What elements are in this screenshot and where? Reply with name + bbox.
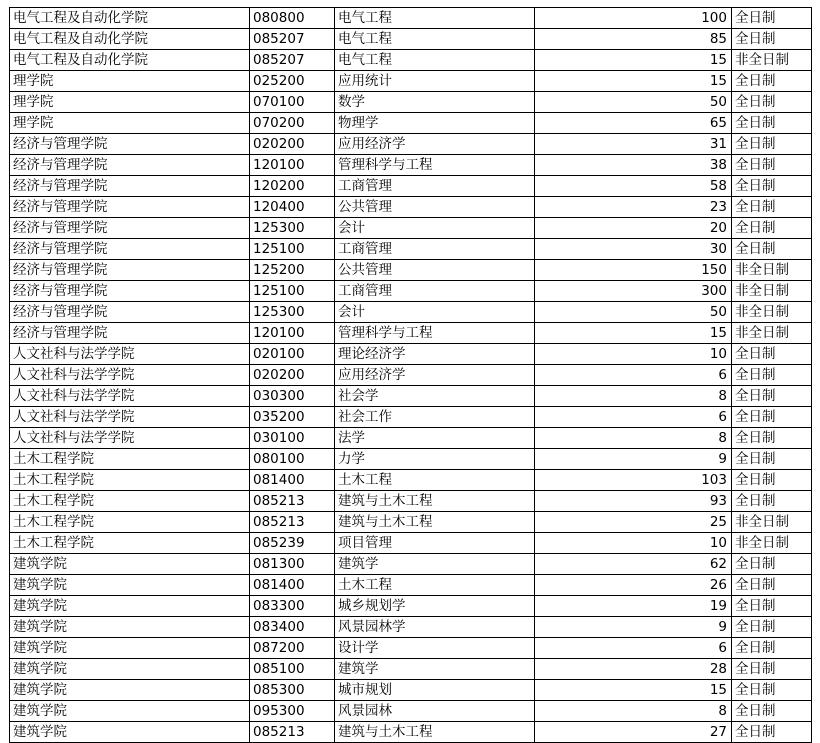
cell-count[interactable]: 20 <box>535 218 732 239</box>
cell-college[interactable]: 经济与管理学院 <box>10 239 250 260</box>
cell-count[interactable]: 100 <box>535 8 732 29</box>
table-row[interactable] <box>10 302 812 323</box>
cell-count[interactable]: 62 <box>535 554 732 575</box>
cell-count[interactable]: 58 <box>535 176 732 197</box>
cell-code[interactable]: 070200 <box>250 113 335 134</box>
cell-major[interactable]: 应用经济学 <box>335 365 535 386</box>
cell-count[interactable]: 15 <box>535 680 732 701</box>
cell-mode[interactable]: 全日制 <box>732 659 812 680</box>
table-row[interactable] <box>10 197 812 218</box>
cell-mode[interactable]: 全日制 <box>732 386 812 407</box>
cell-college[interactable]: 经济与管理学院 <box>10 218 250 239</box>
cell-college[interactable]: 建筑学院 <box>10 680 250 701</box>
cell-code[interactable]: 081400 <box>250 575 335 596</box>
cell-code[interactable]: 085213 <box>250 491 335 512</box>
table-row[interactable] <box>10 134 812 155</box>
cell-code[interactable]: 020200 <box>250 134 335 155</box>
table-row[interactable] <box>10 449 812 470</box>
cell-count[interactable]: 27 <box>535 722 732 743</box>
cell-code[interactable]: 080100 <box>250 449 335 470</box>
cell-code[interactable]: 081300 <box>250 554 335 575</box>
cell-mode[interactable]: 全日制 <box>732 701 812 722</box>
cell-college[interactable]: 经济与管理学院 <box>10 323 250 344</box>
cell-major[interactable]: 公共管理 <box>335 197 535 218</box>
cell-mode[interactable]: 全日制 <box>732 407 812 428</box>
table-row[interactable] <box>10 701 812 722</box>
table-row[interactable] <box>10 680 812 701</box>
cell-count[interactable]: 6 <box>535 638 732 659</box>
cell-code[interactable]: 083400 <box>250 617 335 638</box>
cell-count[interactable]: 85 <box>535 29 732 50</box>
cell-major[interactable]: 建筑学 <box>335 554 535 575</box>
cell-college[interactable]: 经济与管理学院 <box>10 176 250 197</box>
cell-count[interactable]: 9 <box>535 617 732 638</box>
cell-code[interactable]: 085207 <box>250 29 335 50</box>
cell-major[interactable]: 工商管理 <box>335 281 535 302</box>
cell-college[interactable]: 人文社科与法学学院 <box>10 344 250 365</box>
cell-mode[interactable]: 全日制 <box>732 596 812 617</box>
cell-college[interactable]: 理学院 <box>10 71 250 92</box>
table-row[interactable] <box>10 659 812 680</box>
cell-major[interactable]: 土木工程 <box>335 470 535 491</box>
cell-mode[interactable]: 非全日制 <box>732 512 812 533</box>
cell-mode[interactable]: 全日制 <box>732 449 812 470</box>
cell-count[interactable]: 300 <box>535 281 732 302</box>
cell-count[interactable]: 9 <box>535 449 732 470</box>
cell-code[interactable]: 085300 <box>250 680 335 701</box>
cell-code[interactable]: 030100 <box>250 428 335 449</box>
cell-major[interactable]: 管理科学与工程 <box>335 155 535 176</box>
cell-college[interactable]: 人文社科与法学学院 <box>10 428 250 449</box>
cell-major[interactable]: 设计学 <box>335 638 535 659</box>
table-row[interactable] <box>10 218 812 239</box>
table-row[interactable] <box>10 638 812 659</box>
cell-code[interactable]: 120100 <box>250 323 335 344</box>
cell-count[interactable]: 25 <box>535 512 732 533</box>
cell-mode[interactable]: 全日制 <box>732 722 812 743</box>
cell-code[interactable]: 020100 <box>250 344 335 365</box>
cell-college[interactable]: 建筑学院 <box>10 722 250 743</box>
cell-count[interactable]: 19 <box>535 596 732 617</box>
cell-major[interactable]: 会计 <box>335 218 535 239</box>
cell-count[interactable]: 10 <box>535 344 732 365</box>
cell-code[interactable]: 120100 <box>250 155 335 176</box>
cell-college[interactable]: 建筑学院 <box>10 554 250 575</box>
cell-college[interactable]: 电气工程及自动化学院 <box>10 29 250 50</box>
table-row[interactable] <box>10 8 812 29</box>
table-row[interactable] <box>10 491 812 512</box>
cell-major[interactable]: 土木工程 <box>335 575 535 596</box>
cell-count[interactable]: 31 <box>535 134 732 155</box>
cell-major[interactable]: 法学 <box>335 428 535 449</box>
table-row[interactable] <box>10 50 812 71</box>
cell-count[interactable]: 6 <box>535 365 732 386</box>
cell-mode[interactable]: 全日制 <box>732 239 812 260</box>
cell-college[interactable]: 经济与管理学院 <box>10 260 250 281</box>
table-row[interactable] <box>10 176 812 197</box>
cell-mode[interactable]: 全日制 <box>732 554 812 575</box>
cell-major[interactable]: 物理学 <box>335 113 535 134</box>
cell-count[interactable]: 50 <box>535 92 732 113</box>
cell-college[interactable]: 建筑学院 <box>10 701 250 722</box>
cell-code[interactable]: 030300 <box>250 386 335 407</box>
cell-code[interactable]: 020200 <box>250 365 335 386</box>
cell-mode[interactable]: 全日制 <box>732 218 812 239</box>
cell-college[interactable]: 土木工程学院 <box>10 491 250 512</box>
cell-major[interactable]: 风景园林 <box>335 701 535 722</box>
table-row[interactable] <box>10 323 812 344</box>
cell-mode[interactable]: 全日制 <box>732 71 812 92</box>
cell-code[interactable]: 085100 <box>250 659 335 680</box>
cell-code[interactable]: 125300 <box>250 218 335 239</box>
cell-count[interactable]: 93 <box>535 491 732 512</box>
cell-count[interactable]: 8 <box>535 386 732 407</box>
cell-count[interactable]: 38 <box>535 155 732 176</box>
enrollment-table <box>9 7 812 743</box>
cell-major[interactable]: 社会工作 <box>335 407 535 428</box>
cell-college[interactable]: 建筑学院 <box>10 659 250 680</box>
cell-code[interactable]: 125300 <box>250 302 335 323</box>
cell-code[interactable]: 080800 <box>250 8 335 29</box>
cell-mode[interactable]: 全日制 <box>732 197 812 218</box>
cell-mode[interactable]: 全日制 <box>732 638 812 659</box>
cell-major[interactable]: 电气工程 <box>335 50 535 71</box>
cell-college[interactable]: 建筑学院 <box>10 596 250 617</box>
cell-count[interactable]: 150 <box>535 260 732 281</box>
cell-count[interactable]: 26 <box>535 575 732 596</box>
cell-major[interactable]: 理论经济学 <box>335 344 535 365</box>
cell-major[interactable]: 工商管理 <box>335 239 535 260</box>
cell-college[interactable]: 建筑学院 <box>10 617 250 638</box>
cell-mode[interactable]: 非全日制 <box>732 260 812 281</box>
cell-code[interactable]: 025200 <box>250 71 335 92</box>
table-row[interactable] <box>10 281 812 302</box>
table-row[interactable] <box>10 260 812 281</box>
table-row[interactable] <box>10 239 812 260</box>
cell-major[interactable]: 会计 <box>335 302 535 323</box>
cell-college[interactable]: 人文社科与法学学院 <box>10 365 250 386</box>
cell-major[interactable]: 电气工程 <box>335 8 535 29</box>
cell-major[interactable]: 城市规划 <box>335 680 535 701</box>
table-row[interactable] <box>10 29 812 50</box>
cell-major[interactable]: 电气工程 <box>335 29 535 50</box>
cell-mode[interactable]: 全日制 <box>732 155 812 176</box>
cell-college[interactable]: 土木工程学院 <box>10 470 250 491</box>
table-row[interactable] <box>10 554 812 575</box>
cell-code[interactable]: 125100 <box>250 239 335 260</box>
cell-major[interactable]: 风景园林学 <box>335 617 535 638</box>
cell-mode[interactable]: 全日制 <box>732 113 812 134</box>
cell-code[interactable]: 035200 <box>250 407 335 428</box>
cell-count[interactable]: 15 <box>535 71 732 92</box>
cell-code[interactable]: 083300 <box>250 596 335 617</box>
cell-mode[interactable]: 全日制 <box>732 92 812 113</box>
cell-college[interactable]: 理学院 <box>10 92 250 113</box>
cell-mode[interactable]: 全日制 <box>732 617 812 638</box>
cell-count[interactable]: 10 <box>535 533 732 554</box>
cell-college[interactable]: 经济与管理学院 <box>10 281 250 302</box>
cell-code[interactable]: 120200 <box>250 176 335 197</box>
cell-college[interactable]: 经济与管理学院 <box>10 155 250 176</box>
cell-mode[interactable]: 非全日制 <box>732 323 812 344</box>
cell-college[interactable]: 经济与管理学院 <box>10 302 250 323</box>
cell-mode[interactable]: 全日制 <box>732 29 812 50</box>
table-row[interactable] <box>10 533 812 554</box>
table-row[interactable] <box>10 617 812 638</box>
cell-college[interactable]: 电气工程及自动化学院 <box>10 50 250 71</box>
cell-college[interactable]: 电气工程及自动化学院 <box>10 8 250 29</box>
table-row[interactable] <box>10 428 812 449</box>
cell-mode[interactable]: 全日制 <box>732 680 812 701</box>
spreadsheet-grid <box>9 7 811 743</box>
table-row[interactable] <box>10 71 812 92</box>
cell-mode[interactable]: 非全日制 <box>732 533 812 554</box>
cell-code[interactable]: 085207 <box>250 50 335 71</box>
table-row[interactable] <box>10 575 812 596</box>
cell-code[interactable]: 095300 <box>250 701 335 722</box>
cell-mode[interactable]: 全日制 <box>732 428 812 449</box>
cell-college[interactable]: 经济与管理学院 <box>10 197 250 218</box>
cell-count[interactable]: 6 <box>535 407 732 428</box>
table-row[interactable] <box>10 344 812 365</box>
cell-count[interactable]: 8 <box>535 428 732 449</box>
table-row[interactable] <box>10 386 812 407</box>
cell-code[interactable]: 087200 <box>250 638 335 659</box>
cell-count[interactable]: 103 <box>535 470 732 491</box>
cell-code[interactable]: 125100 <box>250 281 335 302</box>
cell-code[interactable]: 081400 <box>250 470 335 491</box>
cell-major[interactable]: 建筑学 <box>335 659 535 680</box>
cell-mode[interactable]: 全日制 <box>732 365 812 386</box>
cell-major[interactable]: 城乡规划学 <box>335 596 535 617</box>
cell-college[interactable]: 经济与管理学院 <box>10 134 250 155</box>
cell-count[interactable]: 23 <box>535 197 732 218</box>
cell-code[interactable]: 120400 <box>250 197 335 218</box>
cell-mode[interactable]: 全日制 <box>732 491 812 512</box>
cell-mode[interactable]: 非全日制 <box>732 281 812 302</box>
cell-major[interactable]: 公共管理 <box>335 260 535 281</box>
cell-major[interactable]: 工商管理 <box>335 176 535 197</box>
table-row[interactable] <box>10 365 812 386</box>
cell-mode[interactable]: 全日制 <box>732 134 812 155</box>
cell-count[interactable]: 15 <box>535 50 732 71</box>
cell-major[interactable]: 建筑与土木工程 <box>335 722 535 743</box>
cell-major[interactable]: 数学 <box>335 92 535 113</box>
table-row[interactable] <box>10 512 812 533</box>
cell-code[interactable]: 085213 <box>250 722 335 743</box>
table-body <box>10 8 812 743</box>
cell-mode[interactable]: 全日制 <box>732 344 812 365</box>
cell-mode[interactable]: 全日制 <box>732 176 812 197</box>
cell-major[interactable]: 应用经济学 <box>335 134 535 155</box>
cell-code[interactable]: 085213 <box>250 512 335 533</box>
table-row[interactable] <box>10 407 812 428</box>
table-row[interactable] <box>10 722 812 743</box>
table-row[interactable] <box>10 470 812 491</box>
cell-college[interactable]: 理学院 <box>10 113 250 134</box>
cell-college[interactable]: 土木工程学院 <box>10 512 250 533</box>
cell-count[interactable]: 30 <box>535 239 732 260</box>
cell-mode[interactable]: 全日制 <box>732 470 812 491</box>
table-row[interactable] <box>10 155 812 176</box>
cell-count[interactable]: 28 <box>535 659 732 680</box>
cell-college[interactable]: 建筑学院 <box>10 638 250 659</box>
cell-college[interactable]: 土木工程学院 <box>10 533 250 554</box>
cell-major[interactable]: 应用统计 <box>335 71 535 92</box>
cell-code[interactable]: 070100 <box>250 92 335 113</box>
cell-mode[interactable]: 非全日制 <box>732 50 812 71</box>
cell-code[interactable]: 125200 <box>250 260 335 281</box>
cell-count[interactable]: 65 <box>535 113 732 134</box>
cell-college[interactable]: 建筑学院 <box>10 575 250 596</box>
cell-college[interactable]: 人文社科与法学学院 <box>10 407 250 428</box>
cell-major[interactable]: 项目管理 <box>335 533 535 554</box>
cell-mode[interactable]: 非全日制 <box>732 302 812 323</box>
cell-major[interactable]: 建筑与土木工程 <box>335 512 535 533</box>
cell-major[interactable]: 建筑与土木工程 <box>335 491 535 512</box>
cell-code[interactable]: 085239 <box>250 533 335 554</box>
cell-major[interactable]: 管理科学与工程 <box>335 323 535 344</box>
cell-count[interactable]: 8 <box>535 701 732 722</box>
cell-mode[interactable]: 全日制 <box>732 8 812 29</box>
cell-major[interactable]: 社会学 <box>335 386 535 407</box>
cell-college[interactable]: 土木工程学院 <box>10 449 250 470</box>
table-row[interactable] <box>10 113 812 134</box>
cell-count[interactable]: 15 <box>535 323 732 344</box>
cell-college[interactable]: 人文社科与法学学院 <box>10 386 250 407</box>
cell-mode[interactable]: 全日制 <box>732 575 812 596</box>
table-row[interactable] <box>10 596 812 617</box>
table-row[interactable] <box>10 92 812 113</box>
cell-count[interactable]: 50 <box>535 302 732 323</box>
cell-major[interactable]: 力学 <box>335 449 535 470</box>
